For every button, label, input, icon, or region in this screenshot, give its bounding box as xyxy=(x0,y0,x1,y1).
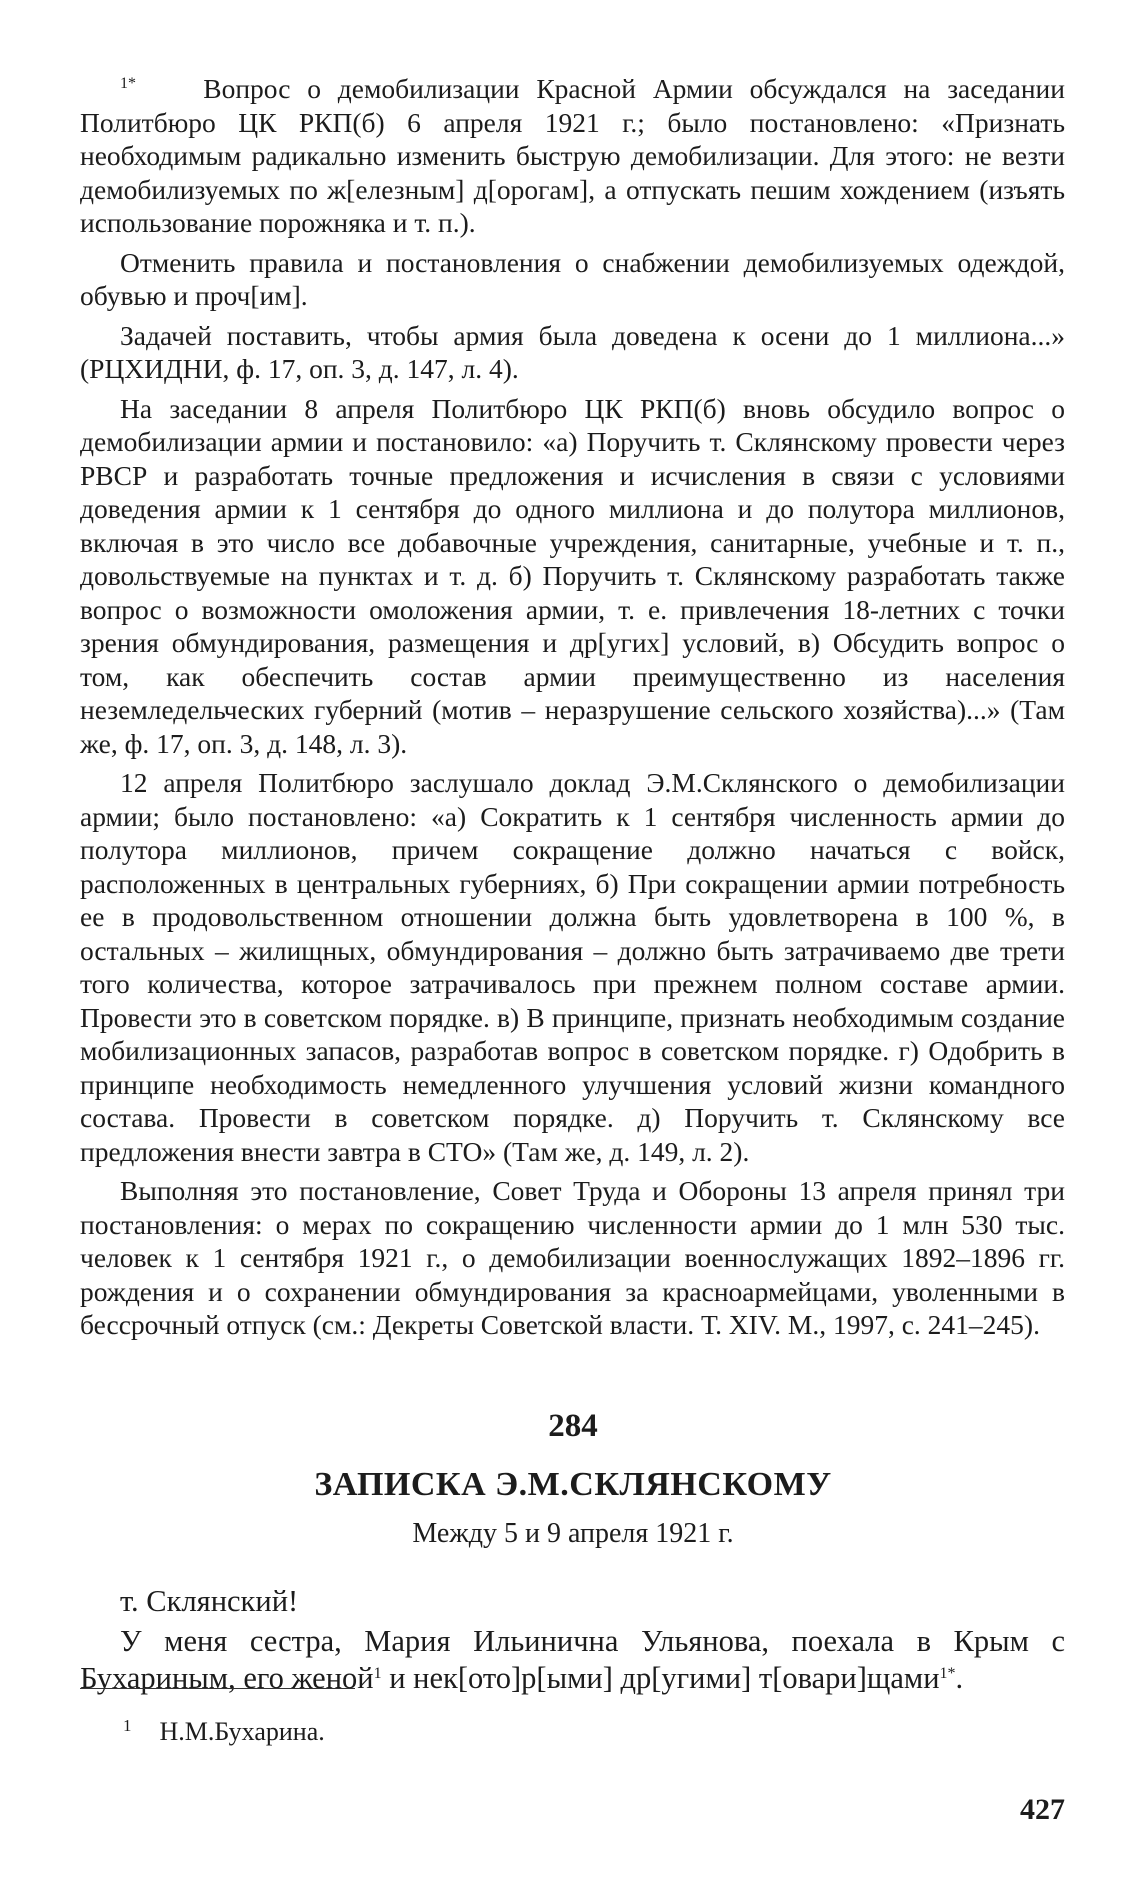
note-ref: 1* xyxy=(939,1665,956,1682)
note-paragraph: 12 апреля Политбюро заслушало доклад Э.М.Склянского о демобилизации армии; было постановлено: «а) Сократить к 1 сентября численность армии до полутора миллионов, причем сокращение должно начаться с войск, расположенных в центральных губерниях, б) При сокращении армии потребность ее в продовольственном отношении должна быть удовлетворена в 100 %, в остальных – жилищных, обмундирования – должно быть затрачиваемо две трети того количества, которое затрачивалось при прежнем полном составе армии. Провести это в советском порядке. в) В принципе, признать необходимым создание мобилизационных запасов, разработав вопрос в советском порядке. г) Одобрить в принципе необходимость немедленного улучшения условий жизни командного состава. Провести в советском порядке. д) Поручить т. Склянскому все предложения внести завтра в СТО» (Там же, д. 149, л. 2). xyxy=(80,767,1065,1167)
note-paragraph: На заседании 8 апреля Политбюро ЦК РКП(б) вновь обсудило вопрос о демобилизации армии и постановило: «а) Поручить т. Склянскому провести через РВСР и разработать точные предложения и исчисления в связи с условиями доведения армии к 1 сентября до одного миллиона и до полутора миллионов, включая в это число все добавочные учреждения, санитарные, учебные и т. п., довольствуемые на пунктах и т. д. б) Поручить т. Склянскому разработать также вопрос о возможности омоложения армии, т. е. привлечения 18-летних с точки зрения обмундирования, размещения и др[угих] условий, в) Обсудить вопрос о том, как обеспечить состав армии преимущественно из населения неземледельческих губерний (мотив – неразрушение сельского хозяйства)...» (Там же, ф. 17, оп. 3, д. 148, л. 3). xyxy=(80,392,1065,759)
body-text: У меня сестра, Мария Ильинична Ульянова, поехала в Крым с Бухариным, его женой xyxy=(80,1624,1065,1695)
footnote xyxy=(123,1716,325,1747)
document-title: ЗАПИСКА Э.М.СКЛЯНСКОМУ xyxy=(314,1466,832,1503)
body-text: . xyxy=(955,1661,964,1695)
note-marker: 1* xyxy=(120,75,136,92)
note-paragraph: Выполняя это постановление, Совет Труда и Обороны 13 апреля принял три постановления: о мерах по сокращению численности армии до 1 млн 530 тыс. человек к 1 сентября 1921 г., о демобилизации военнослужащих 1892–1896 гг. рождения и о сохранении обмундирования за красноармейцами, уволенными в бессрочный отпуск (см.: Декреты Советской власти. Т. XIV. М., 1997, с. 241–245). xyxy=(80,1175,1065,1340)
note-paragraph xyxy=(80,72,1065,240)
body-paragraph xyxy=(80,1623,1065,1697)
body-text: и нек[ото]р[ыми] др[угими] т[овари]щами xyxy=(381,1661,940,1695)
page-number: 427 xyxy=(1020,1793,1065,1826)
note-paragraph: Задачей поставить, чтобы армия была доведена к осени до 1 миллиона...» (РЦХИДНИ, ф. 17, оп. 3, д. 147, л. 4). xyxy=(80,319,1065,384)
footnote-divider xyxy=(80,1688,355,1689)
footnote-ref: 1 xyxy=(373,1665,382,1682)
note-text: Вопрос о демобилизации Красной Армии обсуждался на заседании Политбюро ЦК РКП(б) 6 апреля 1921 г.; было постановлено: «Признать необходимым радикально изменить быструю демобилизации. Для этого: не везти демобилизуемых по ж[елезным] д[орогам], а отпускать пешим хождением (изъять использование порожняка и т. п.). xyxy=(80,73,1065,238)
note-paragraph: Отменить правила и постановления о снабжении демобилизуемых одеждой, обувью и проч[им]. xyxy=(80,246,1065,311)
document-number: 284 xyxy=(548,1408,598,1444)
salutation: т. Склянский! xyxy=(120,1584,299,1618)
footnote-text: Н.М.Бухарина. xyxy=(159,1717,325,1746)
footnote-number: 1 xyxy=(123,1716,132,1735)
document-body xyxy=(80,1583,1065,1697)
editorial-notes xyxy=(80,72,1065,1342)
document-date: Между 5 и 9 апреля 1921 г. xyxy=(412,1518,734,1549)
